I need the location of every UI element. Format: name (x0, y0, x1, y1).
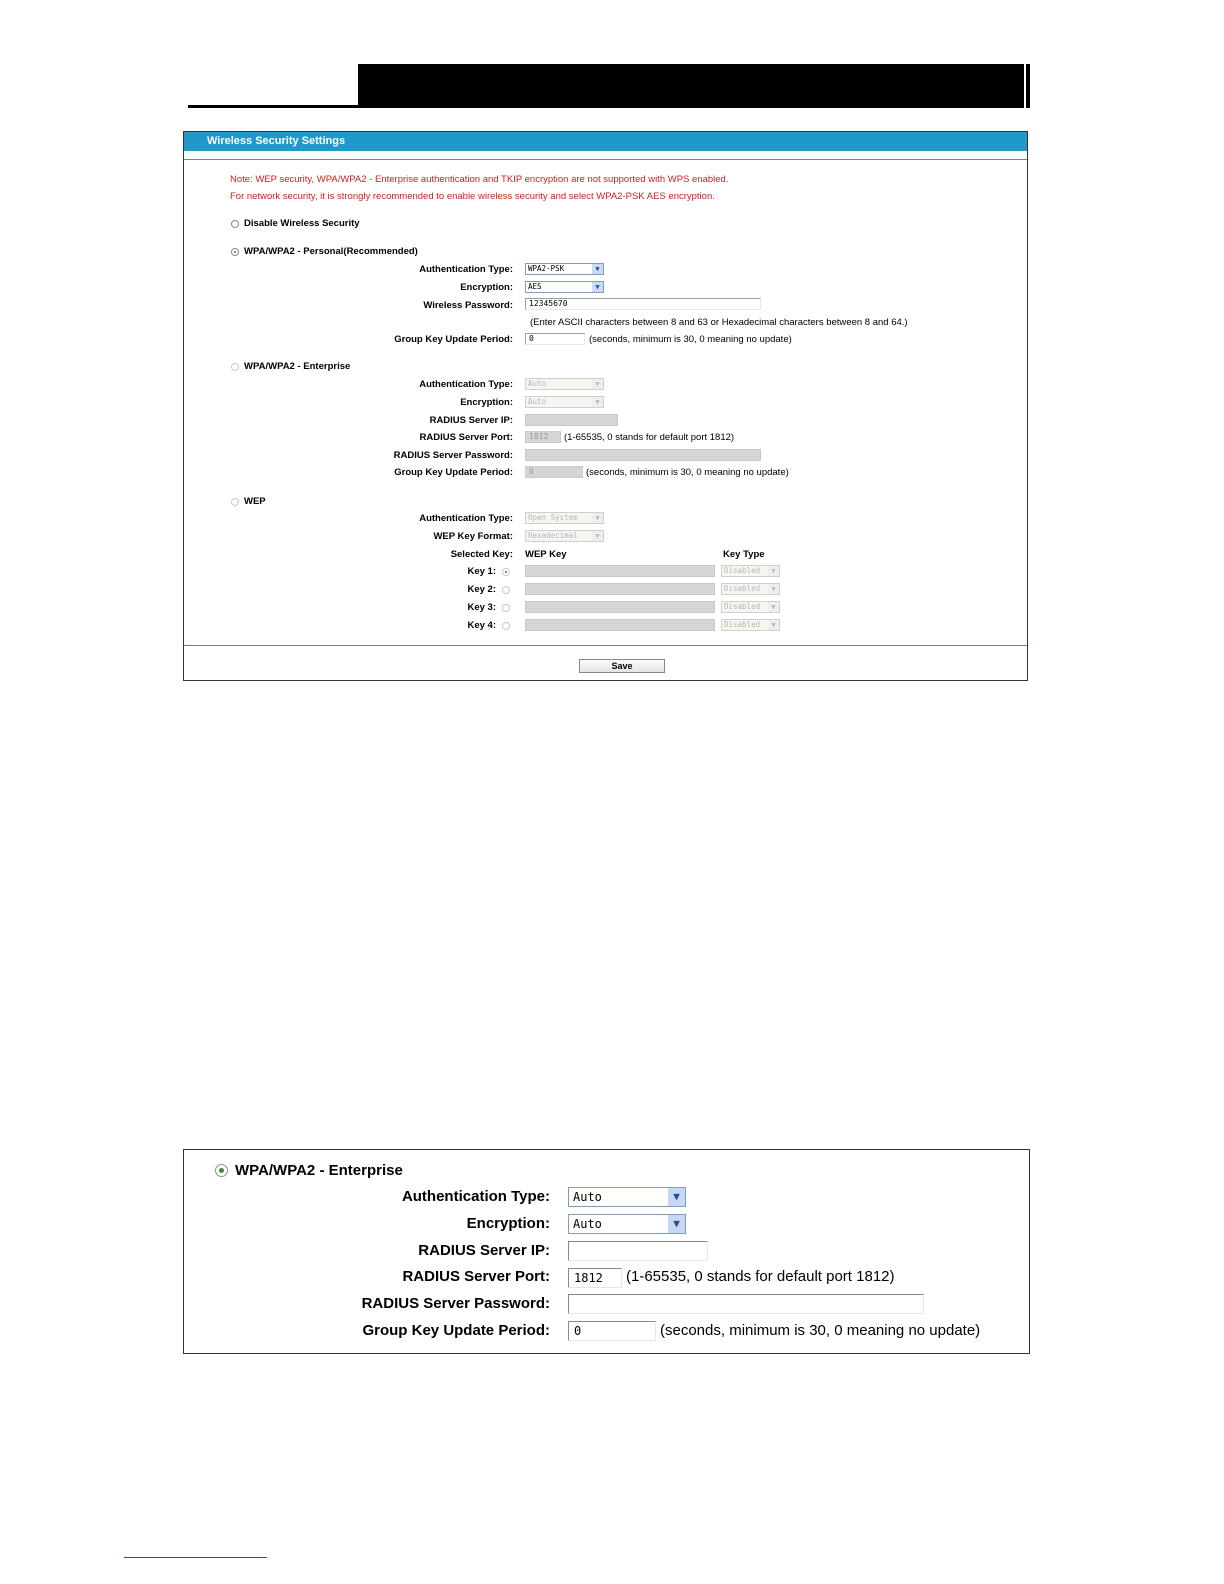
key4-type-value: Disabled (724, 620, 761, 629)
panel-title: Wireless Security Settings (184, 132, 1027, 151)
key2-radio[interactable] (502, 586, 510, 594)
key1-type-select[interactable] (721, 565, 780, 577)
key1-input[interactable] (525, 565, 715, 577)
save-button[interactable]: Save (579, 659, 665, 673)
wep-format-value: Hexadecimal (528, 531, 578, 540)
gk-input-zoom[interactable]: 0 (568, 1321, 656, 1341)
wep-radio[interactable] (231, 498, 239, 506)
disable-security-label: Disable Wireless Security (244, 218, 360, 229)
radius-ip-input[interactable] (525, 414, 618, 426)
port-label-zoom: RADIUS Server Port: (402, 1268, 550, 1285)
footer-divider (184, 645, 1027, 646)
personal-radio[interactable] (231, 248, 239, 256)
personal-auth-select[interactable] (525, 263, 604, 275)
key4-type-select[interactable] (721, 619, 780, 631)
wep-label: WEP (244, 496, 266, 507)
auth-label-zoom: Authentication Type: (401, 1188, 550, 1205)
footer-link-rule (124, 1557, 267, 1558)
auth-select-zoom[interactable] (568, 1187, 686, 1207)
key-type-header: Key Type (723, 549, 765, 560)
personal-enc-select[interactable] (525, 281, 604, 293)
selected-key-label: Selected Key: (450, 549, 513, 560)
ent-auth-value: Auto (528, 379, 547, 388)
personal-gk-label: Group Key Update Period: (394, 334, 513, 345)
enterprise-option[interactable] (231, 361, 350, 372)
key3-label: Key 3: (467, 602, 496, 613)
personal-gk-input[interactable]: 0 (525, 333, 585, 345)
header-band-edge (1026, 64, 1030, 108)
enc-value-zoom: Auto (573, 1217, 602, 1231)
wep-format-select[interactable] (525, 530, 604, 542)
wep-auth-label: Authentication Type: (419, 513, 513, 524)
chevron-down-icon: ▼ (768, 620, 779, 630)
wep-auth-select[interactable] (525, 512, 604, 524)
personal-pwd-label: Wireless Password: (423, 300, 513, 311)
auth-value-zoom: Auto (573, 1190, 602, 1204)
key2-type-select[interactable] (721, 583, 780, 595)
chevron-down-icon: ▼ (592, 531, 603, 541)
radius-port-input[interactable]: 1812 (525, 431, 561, 443)
password-hint: (Enter ASCII characters between 8 and 63 or Hexadecimal characters between 8 and 64.) (530, 317, 908, 328)
radius-port-hint: (1-65535, 0 stands for default port 1812) (564, 432, 735, 443)
gk-hint-zoom: (seconds, minimum is 30, 0 meaning no update) (660, 1322, 981, 1339)
enterprise-panel-zoom (183, 1149, 1030, 1354)
wep-format-label: WEP Key Format: (433, 531, 513, 542)
key4-input[interactable] (525, 619, 715, 631)
chevron-down-icon: ▼ (592, 264, 603, 274)
radius-password-input-zoom[interactable] (568, 1294, 924, 1314)
key1-radio[interactable] (502, 568, 510, 576)
ent-port-label: RADIUS Server Port: (419, 432, 513, 443)
ent-gk-hint: (seconds, minimum is 30, 0 meaning no update) (586, 467, 789, 478)
personal-label: WPA/WPA2 - Personal(Recommended) (244, 246, 418, 257)
chevron-down-icon: ▼ (592, 282, 603, 292)
key4-radio[interactable] (502, 622, 510, 630)
chevron-down-icon: ▼ (668, 1188, 685, 1206)
radius-password-input[interactable] (525, 449, 761, 461)
ent-enc-label: Encryption: (460, 397, 513, 408)
wep-key-header: WEP Key (525, 549, 567, 560)
key2-type-value: Disabled (724, 584, 761, 593)
chevron-down-icon: ▼ (768, 584, 779, 594)
wireless-password-input[interactable]: 12345670 (525, 298, 761, 310)
header-rule (188, 105, 360, 108)
personal-enc-value: AES (528, 282, 542, 291)
key1-type-value: Disabled (724, 566, 761, 575)
disable-security-option[interactable] (231, 218, 360, 229)
wep-option[interactable] (231, 496, 266, 507)
title-divider (184, 159, 1027, 160)
key3-type-value: Disabled (724, 602, 761, 611)
ent-enc-value: Auto (528, 397, 547, 406)
chevron-down-icon: ▼ (592, 379, 603, 389)
ent-auth-select[interactable] (525, 378, 604, 390)
personal-auth-value: WPA2-PSK (528, 264, 565, 273)
ent-pwd-label: RADIUS Server Password: (393, 450, 513, 461)
key1-label: Key 1: (467, 566, 496, 577)
header-band (358, 64, 1024, 108)
ent-gk-label: Group Key Update Period: (394, 467, 513, 478)
key2-input[interactable] (525, 583, 715, 595)
enc-label-zoom: Encryption: (466, 1215, 550, 1232)
enterprise-radio-zoom[interactable] (215, 1164, 228, 1177)
personal-enc-label: Encryption: (460, 282, 513, 293)
enterprise-label: WPA/WPA2 - Enterprise (244, 361, 351, 372)
ip-label-zoom: RADIUS Server IP: (418, 1242, 550, 1259)
chevron-down-icon: ▼ (592, 513, 603, 523)
personal-auth-label: Authentication Type: (419, 264, 513, 275)
personal-gk-hint: (seconds, minimum is 30, 0 meaning no update) (589, 334, 792, 345)
key3-radio[interactable] (502, 604, 510, 612)
key2-label: Key 2: (467, 584, 496, 595)
radius-port-input-zoom[interactable]: 1812 (568, 1268, 622, 1288)
chevron-down-icon: ▼ (768, 602, 779, 612)
gk-label-zoom: Group Key Update Period: (362, 1322, 550, 1339)
wep-auth-value: Open System (528, 513, 578, 522)
wps-note: Note: WEP security, WPA/WPA2 - Enterprise authentication and TKIP encryption are not supported with WPS enabled. (230, 174, 729, 185)
chevron-down-icon: ▼ (768, 566, 779, 576)
pwd-label-zoom: RADIUS Server Password: (361, 1295, 550, 1312)
port-hint-zoom: (1-65535, 0 stands for default port 1812) (626, 1268, 895, 1285)
ent-enc-select[interactable] (525, 396, 604, 408)
chevron-down-icon: ▼ (592, 397, 603, 407)
security-recommendation: For network security, it is strongly recommended to enable wireless security and select WPA2-PSK AES encryption. (230, 191, 715, 202)
disable-security-radio[interactable] (231, 220, 239, 228)
ent-gk-input[interactable]: 0 (525, 466, 583, 478)
radius-ip-input-zoom[interactable] (568, 1241, 708, 1261)
enterprise-option-zoom[interactable] (215, 1162, 403, 1179)
key4-label: Key 4: (467, 620, 496, 631)
ent-ip-label: RADIUS Server IP: (429, 415, 513, 426)
chevron-down-icon: ▼ (668, 1215, 685, 1233)
ent-auth-label: Authentication Type: (419, 379, 513, 390)
enc-select-zoom[interactable] (568, 1214, 686, 1234)
key3-input[interactable] (525, 601, 715, 613)
enterprise-radio[interactable] (231, 363, 239, 371)
key3-type-select[interactable] (721, 601, 780, 613)
wireless-security-panel (183, 131, 1028, 681)
personal-option[interactable] (231, 246, 418, 257)
enterprise-label-zoom: WPA/WPA2 - Enterprise (235, 1162, 403, 1179)
